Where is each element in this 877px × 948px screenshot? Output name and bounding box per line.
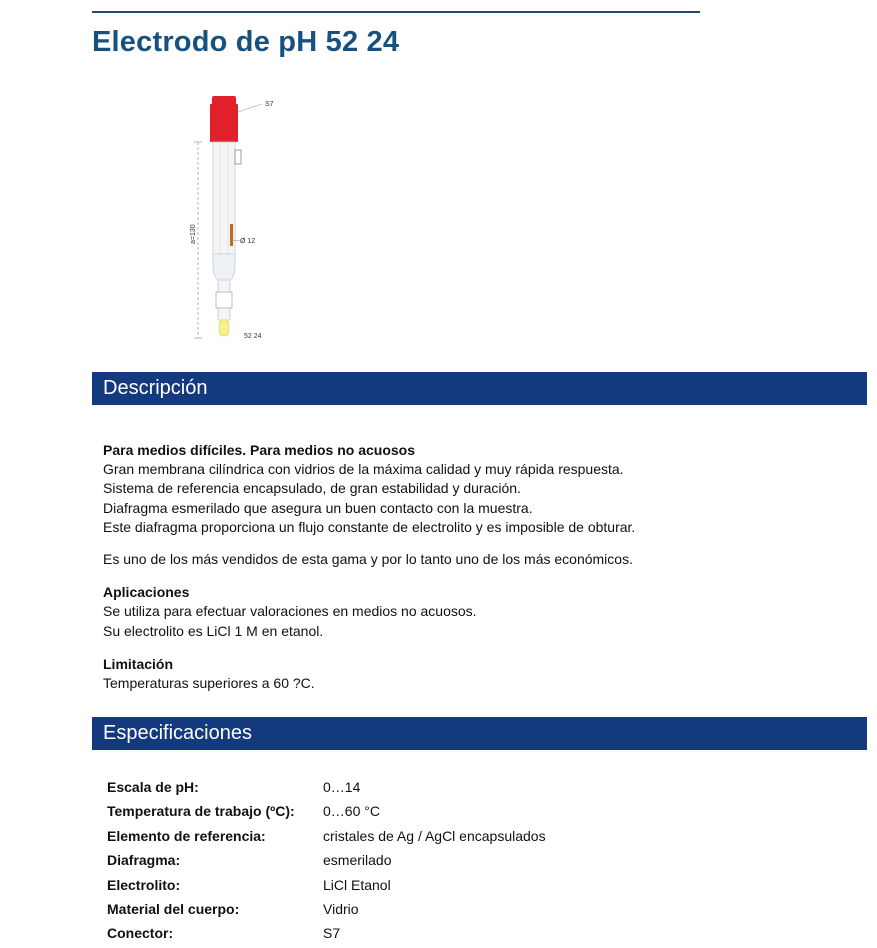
spec-value: S7 <box>323 925 341 942</box>
spec-row <box>107 824 546 848</box>
spec-row <box>107 873 546 897</box>
spec-label: Escala de pH: <box>107 779 199 795</box>
spec-label: Electrolito: <box>107 876 181 893</box>
limitation-title: Limitación <box>103 655 174 672</box>
model-label: 52 24 <box>244 333 262 340</box>
membrane-tip <box>219 320 229 336</box>
spec-label: Elemento de referencia: <box>107 827 266 844</box>
top-rule <box>92 11 700 13</box>
description-lead-title: Para medios difíciles. Para medios no acuosos <box>103 442 416 458</box>
connector-cap-body <box>210 104 238 142</box>
spec-value: LiCl Etanol <box>323 876 391 893</box>
diameter-label: Ø 12 <box>240 238 256 245</box>
electrode-drawing <box>180 90 290 350</box>
spec-label: Diafragma: <box>107 852 181 869</box>
description-summary: Es uno de los más vendidos de esta gama y por lo tanto uno de los más económicos. <box>103 551 633 568</box>
applications-line: Se utiliza para efectuar valoraciones en medios no acuosos. <box>103 603 477 620</box>
spec-row <box>107 799 546 823</box>
limitation-text: Temperaturas superiores a 60 ?C. <box>103 675 315 692</box>
spec-row <box>107 775 546 799</box>
spec-value: esmerilado <box>323 852 392 869</box>
spec-value: 0…14 <box>323 779 361 795</box>
description-line: Sistema de referencia encapsulado, de gran estabilidad y duración. <box>103 480 521 497</box>
applications-line: Su electrolito es LiCl 1 M en etanol. <box>103 622 324 639</box>
description-line: Este diafragma proporciona un flujo constante de electrolito y es imposible de obturar. <box>103 518 636 535</box>
description-line: Diafragma esmerilado que asegura un buen contacto con la muestra. <box>103 499 533 516</box>
description-section-header: Descripción <box>92 372 867 405</box>
connector-label: S7 <box>265 101 274 108</box>
specifications-section-header: Especificaciones <box>92 717 867 750</box>
applications-title: Aplicaciones <box>103 584 190 601</box>
spec-label: Material del cuerpo: <box>107 900 240 917</box>
junction-diaphragm <box>230 224 233 246</box>
spec-value: Vidrio <box>323 900 359 917</box>
spec-row <box>107 897 546 921</box>
spec-label: Temperatura de trabajo (ºC): <box>107 803 295 820</box>
spec-row <box>107 921 546 945</box>
spec-value: cristales de Ag / AgCl encapsulados <box>323 827 546 844</box>
length-label: a=130 <box>190 224 197 244</box>
spec-row <box>107 848 546 872</box>
description-line: Gran membrana cilíndrica con vidrios de la máxima calidad y muy rápida respuesta. <box>103 461 624 478</box>
specifications-table <box>107 775 546 946</box>
spec-value: 0…60 °C <box>323 803 380 820</box>
page-title: Electrodo de pH 52 24 <box>92 26 400 58</box>
spec-label: Conector: <box>107 925 174 942</box>
description-body <box>103 441 843 693</box>
